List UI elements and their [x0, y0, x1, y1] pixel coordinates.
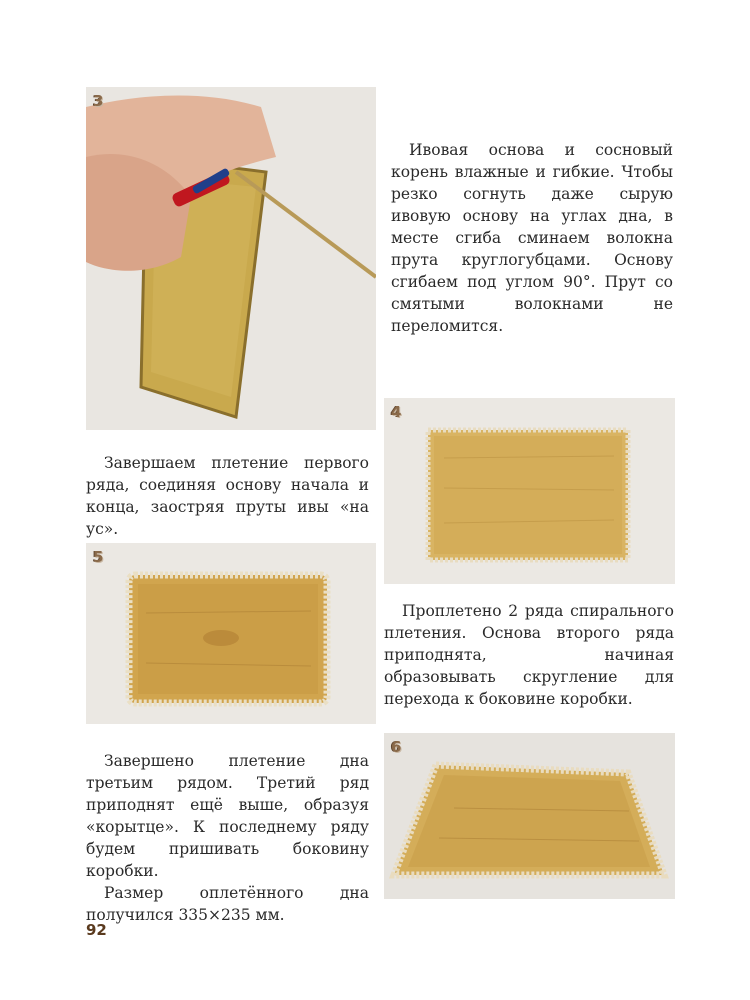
step3-note	[391, 139, 673, 337]
step-number-5: 5	[93, 548, 104, 566]
photo-step-3-illustration	[86, 87, 376, 430]
step-number-3: 3	[93, 92, 104, 110]
photo-step-5	[86, 543, 376, 724]
page-number: 92	[86, 921, 107, 939]
step5-caption	[86, 750, 369, 926]
photo-step-5-illustration	[86, 543, 376, 724]
step-number-4: 4	[391, 403, 402, 421]
step5-caption-text-2: Размер оплетённого дна получился 335×235 мм.	[86, 884, 369, 924]
photo-step-4	[384, 398, 675, 584]
step3-note-text: Ивовая основа и сосновый корень влажные и гибкие. Чтобы резко согнуть даже сырую ивовую основу на углах дна, в месте сгиба сминаем волокна прута круглогубцами. Основу сгибаем под углом 90°. Прут со смятыми волокнами не переломится.	[391, 141, 673, 335]
photo-step-4-illustration	[384, 398, 675, 584]
photo-step-6-illustration	[384, 733, 675, 899]
step4-caption-text: Проплетено 2 ряда спирального плетения. Основа второго ряда приподнята, начиная образовывать скругление для перехода к боковине коробки.	[384, 602, 674, 708]
photo-step-3	[86, 87, 376, 430]
step4-caption	[384, 600, 674, 710]
step5-caption-text-1: Завершено плетение дна третьим рядом. Третий ряд приподнят ещё выше, образуя «корытце». К последнему ряду будем пришивать боковину коробки.	[86, 752, 369, 880]
photo-step-6	[384, 733, 675, 899]
step3-caption	[86, 452, 369, 540]
step3-caption-text: Завершаем плетение первого ряда, соединяя основу начала и конца, заостряя пруты ивы «на ус».	[86, 454, 369, 538]
step-number-6: 6	[391, 738, 402, 756]
